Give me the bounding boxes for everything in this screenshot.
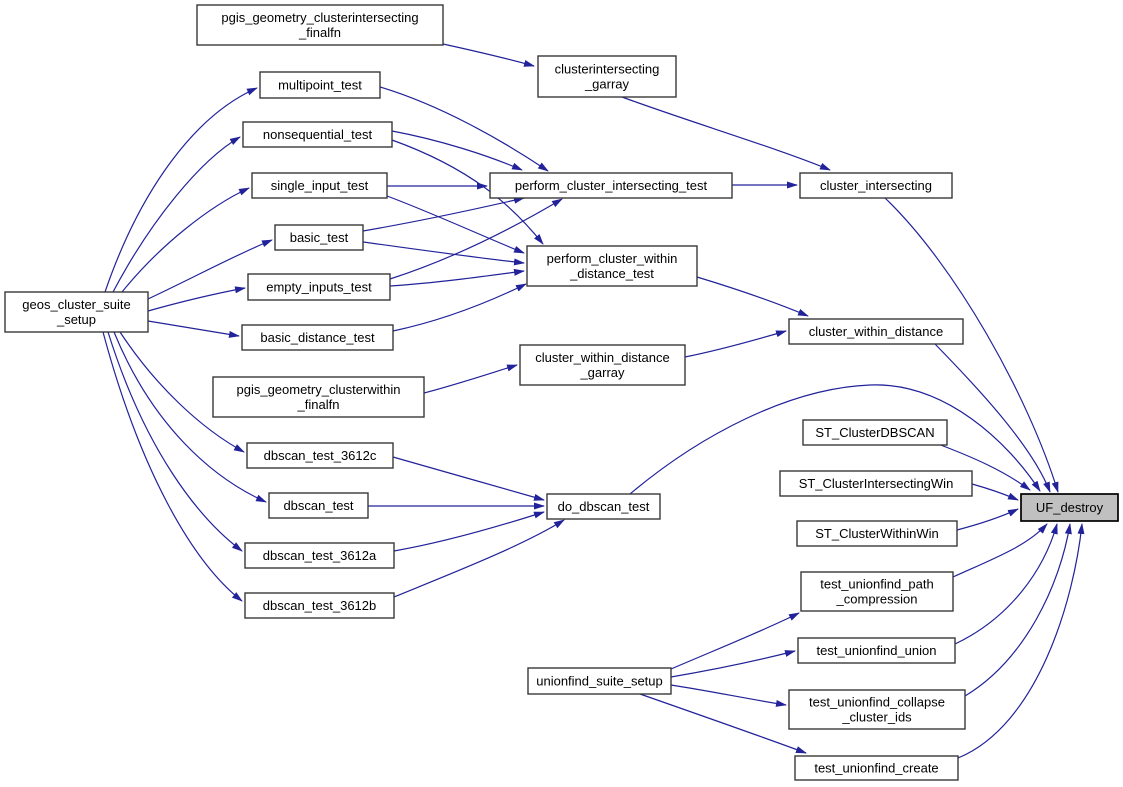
edge-dbscan_test_3612c--to--do_dbscan_test <box>393 457 544 500</box>
node-single_input_test[interactable] <box>252 173 387 198</box>
node-do_dbscan_test[interactable] <box>547 494 660 519</box>
node-label-unionfind_suite_setup: unionfind_suite_setup <box>536 673 663 689</box>
node-label-do_dbscan_test: do_dbscan_test <box>557 499 650 514</box>
node-label-ST_ClusterDBSCAN: ST_ClusterDBSCAN <box>815 425 935 440</box>
edge-basic_distance_test--to--perform_cluster_within_distance_test <box>393 284 526 331</box>
node-label-UF_destroy: UF_destroy <box>1035 500 1104 515</box>
node-dbscan_test[interactable] <box>269 493 368 518</box>
edge-geos_cluster_suite_setup--to--single_input_test <box>122 188 249 292</box>
node-test_unionfind_union[interactable] <box>798 638 955 663</box>
node-test_unionfind_collapse_cluster_ids[interactable] <box>789 690 965 729</box>
node-label-cluster_intersecting: cluster_intersecting <box>820 178 932 193</box>
node-label-test_unionfind_union: test_unionfind_union <box>816 643 937 658</box>
edge-nonsequential_test--to--perform_cluster_intersecting_test <box>392 131 522 170</box>
node-label-clusterintersecting_garray-line1: clusterintersecting <box>554 61 660 77</box>
node-label-basic_test: basic_test <box>289 230 349 245</box>
edge-geos_cluster_suite_setup--to--dbscan_test_3612b <box>103 332 242 601</box>
node-ST_ClusterIntersectingWin[interactable] <box>780 471 972 496</box>
node-ST_ClusterWithinWin[interactable] <box>797 521 957 546</box>
node-cluster_intersecting[interactable] <box>800 173 952 198</box>
node-label-nonsequential_test: nonsequential_test <box>262 127 373 142</box>
node-label-cluster_within_distance_garray-line2: _garray <box>580 365 625 380</box>
node-test_unionfind_path_compression[interactable] <box>801 572 953 611</box>
node-ST_ClusterDBSCAN[interactable] <box>803 420 947 445</box>
edge-clusterintersecting_garray--to--cluster_intersecting <box>622 97 830 170</box>
edge-geos_cluster_suite_setup--to--nonsequential_test <box>113 137 240 292</box>
node-multipoint_test[interactable] <box>260 72 380 98</box>
node-label-cluster_within_distance_garray-line1: cluster_within_distance <box>535 350 670 365</box>
node-test_unionfind_create[interactable] <box>795 756 958 780</box>
node-perform_cluster_within_distance_test[interactable] <box>527 246 697 286</box>
node-label-ST_ClusterIntersectingWin: ST_ClusterIntersectingWin <box>798 476 954 491</box>
node-label-test_unionfind_collapse_cluster_ids-line2: _cluster_ids <box>842 709 912 725</box>
node-label-pgis_geometry_clusterintersecting_finalfn-line2: _finalfn <box>299 25 341 40</box>
node-basic_distance_test[interactable] <box>242 325 393 350</box>
edge-ST_ClusterWithinWin--to--UF_destroy <box>957 509 1018 530</box>
node-label-empty_inputs_test: empty_inputs_test <box>266 279 372 295</box>
node-label-test_unionfind_collapse_cluster_ids-line1: test_unionfind_collapse <box>809 694 945 710</box>
node-label-perform_cluster_intersecting_test: perform_cluster_intersecting_test <box>514 178 708 193</box>
node-empty_inputs_test[interactable] <box>248 274 390 300</box>
node-cluster_within_distance_garray[interactable] <box>520 345 685 385</box>
node-label-single_input_test: single_input_test <box>270 178 369 193</box>
edge-empty_inputs_test--to--perform_cluster_within_distance_test <box>390 271 524 286</box>
node-geos_cluster_suite_setup[interactable] <box>5 292 148 332</box>
nodes-layer <box>5 5 1118 780</box>
node-label-test_unionfind_path_compression-line1: test_unionfind_path <box>820 576 934 592</box>
edge-single_input_test--to--perform_cluster_within_distance_test <box>387 196 524 253</box>
edge-test_unionfind_create--to--UF_destroy <box>958 524 1082 758</box>
edge-pgis_geometry_clusterwithin_finalfn--to--cluster_within_distance_garray <box>424 365 517 393</box>
node-label-cluster_within_distance: cluster_within_distance <box>808 324 944 339</box>
node-label-dbscan_test: dbscan_test <box>283 498 354 513</box>
node-label-clusterintersecting_garray-line2: _garray <box>584 76 630 92</box>
edge-unionfind_suite_setup--to--test_unionfind_collapse_cluster_ids <box>671 685 786 705</box>
node-nonsequential_test[interactable] <box>243 122 392 147</box>
edge-test_unionfind_path_compression--to--UF_destroy <box>953 524 1047 577</box>
node-perform_cluster_intersecting_test[interactable] <box>490 173 732 198</box>
edge-basic_test--to--perform_cluster_intersecting_test <box>363 198 524 231</box>
edge-unionfind_suite_setup--to--test_unionfind_create <box>640 694 806 753</box>
node-label-geos_cluster_suite_setup-line2: _setup <box>56 312 97 327</box>
node-label-basic_distance_test: basic_distance_test <box>260 330 375 345</box>
edge-perform_cluster_within_distance_test--to--cluster_within_distance <box>697 277 808 316</box>
node-label-geos_cluster_suite_setup-line1: geos_cluster_suite <box>22 297 131 312</box>
node-label-dbscan_test_3612a: dbscan_test_3612a <box>262 548 377 563</box>
edge-unionfind_suite_setup--to--test_unionfind_union <box>671 651 795 677</box>
edge-pgis_geometry_clusterintersecting_finalfn--to--clusterintersecting_garray <box>443 44 534 66</box>
node-pgis_geometry_clusterintersecting_finalfn[interactable] <box>197 5 443 45</box>
edge-cluster_within_distance_garray--to--cluster_within_distance <box>685 331 786 357</box>
edge-cluster_within_distance--to--UF_destroy <box>935 344 1050 492</box>
node-clusterintersecting_garray[interactable] <box>538 56 676 97</box>
node-label-pgis_geometry_clusterwithin_finalfn-line1: pgis_geometry_clusterwithin <box>236 382 401 397</box>
node-label-test_unionfind_create: test_unionfind_create <box>814 760 939 776</box>
node-cluster_within_distance[interactable] <box>789 319 963 344</box>
edge-unionfind_suite_setup--to--test_unionfind_path_compression <box>671 613 799 669</box>
node-label-perform_cluster_within_distance_test-line2: _distance_test <box>570 266 654 281</box>
node-dbscan_test_3612a[interactable] <box>245 543 394 568</box>
edge-multipoint_test--to--perform_cluster_intersecting_test <box>380 87 548 171</box>
edge-cluster_intersecting--to--UF_destroy <box>885 198 1058 492</box>
node-label-perform_cluster_within_distance_test-line1: perform_cluster_within <box>546 251 678 266</box>
edge-geos_cluster_suite_setup--to--basic_distance_test <box>148 321 239 336</box>
node-label-dbscan_test_3612c: dbscan_test_3612c <box>263 448 377 463</box>
node-pgis_geometry_clusterwithin_finalfn[interactable] <box>213 377 424 417</box>
node-label-pgis_geometry_clusterintersecting_finalfn-line1: pgis_geometry_clusterintersecting <box>221 10 419 25</box>
node-label-ST_ClusterWithinWin: ST_ClusterWithinWin <box>815 526 939 541</box>
node-unionfind_suite_setup[interactable] <box>528 668 671 694</box>
node-dbscan_test_3612b[interactable] <box>245 593 394 618</box>
node-UF_destroy[interactable] <box>1021 494 1118 521</box>
node-label-test_unionfind_path_compression-line2: _compression <box>836 591 918 607</box>
edge-ST_ClusterIntersectingWin--to--UF_destroy <box>972 484 1018 500</box>
node-dbscan_test_3612c[interactable] <box>247 443 393 468</box>
node-label-multipoint_test: multipoint_test <box>278 77 362 93</box>
node-label-pgis_geometry_clusterwithin_finalfn-line2: _finalfn <box>297 397 340 412</box>
node-basic_test[interactable] <box>275 225 363 250</box>
node-label-dbscan_test_3612b: dbscan_test_3612b <box>262 598 377 613</box>
edge-dbscan_test_3612a--to--do_dbscan_test <box>394 512 544 551</box>
edge-test_unionfind_collapse_cluster_ids--to--UF_destroy <box>965 524 1070 696</box>
edge-test_unionfind_union--to--UF_destroy <box>955 524 1057 644</box>
